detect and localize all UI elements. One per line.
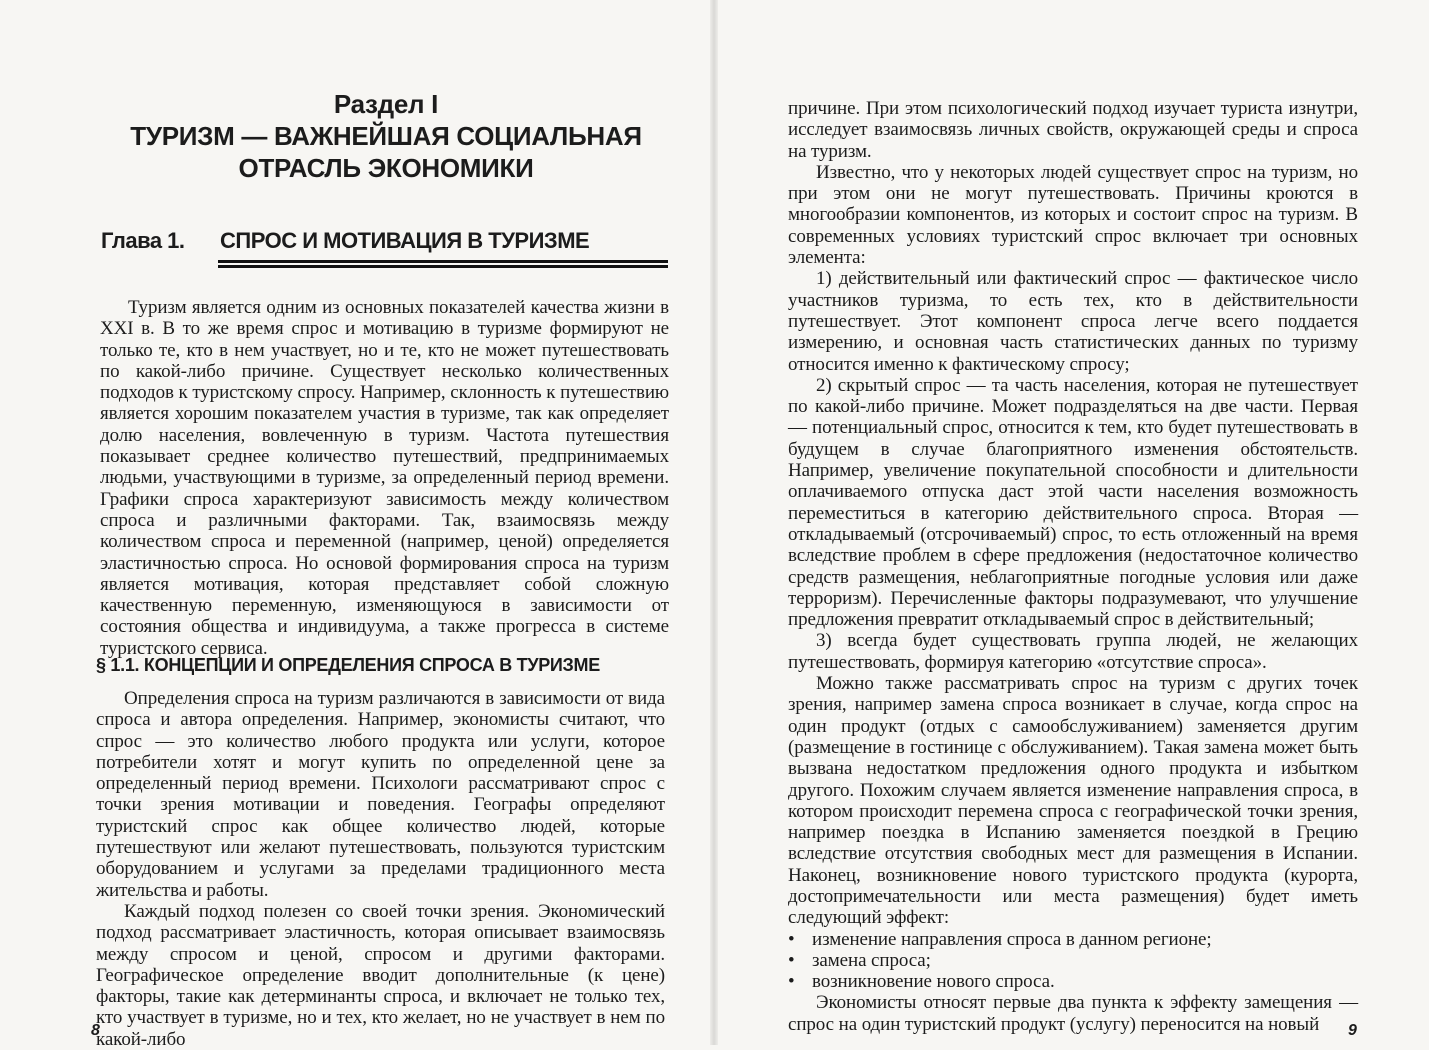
bullet-text: замена спроса; xyxy=(812,949,931,971)
intro-text xyxy=(100,297,669,659)
subsection-heading: § 1.1. КОНЦЕПЦИИ И ОПРЕДЕЛЕНИЯ СПРОСА В ТУРИЗМЕ xyxy=(96,655,600,675)
section-heading xyxy=(96,88,676,184)
list-item-1: 1) действительный или фактический спрос — фактическое число участников туризма, то есть тех, кто в действительности путешествует. Этот компонент спроса легче всего поддается измерению, и основная часть статистических данных по туризму относится именно к фактическому спросу; xyxy=(788,268,1358,375)
section-title-line-1: ТУРИЗМ — ВАЖНЕЙШАЯ СОЦИАЛЬНАЯ xyxy=(130,121,642,151)
page-number-left: 8 xyxy=(91,1022,100,1039)
intro-paragraph: Туризм является одним из основных показателей качества жизни в XXI в. В то же время спрос и мотивацию в туризме формируют не только те, кто в нем участвует, но и те, кто не может путешествовать по какой-либо причине. Существует несколько количественных подходов к туристскому спросу. Например, склонность к путешествию является хорошим показателем участия в туризме, так как определяет долю населения, вовлеченную в туризм. Частота путешествия показывает среднее количество путешествий, предпринимаемых людьми, участвующими в туризме, за определенный период времени. Графики спроса характеризуют зависимость между количеством спроса и различными факторами. Так, взаимосвязь между количеством спроса и переменной (например, ценой) определяется эластичностью спроса. Но основой формирования спроса на туризм является мотивация, которая представляет собой сложную качественную переменную, изменяющуюся в зависимости от состояния общества и индивидуума, а также прогресса в системе туристского сервиса. xyxy=(100,297,669,659)
chapter-title: СПРОС И МОТИВАЦИЯ В ТУРИЗМЕ xyxy=(220,228,590,253)
paragraph: Определения спроса на туризм различаются в зависимости от вида спроса и автора определения. Например, экономисты считают, что спрос — это количество любого продукта или услуги, которое потребители хотят и могут купить по определенной цене за определенный период времени. Психологи рассматривают спрос с точки зрения мотивации и поведения. Географы определяют туристский спрос как общее количество людей, которые путешествуют или желают путешествовать, пользуются туристским оборудованием и услугами за пределами традиционного места жительства и работы. xyxy=(96,688,665,901)
bullet-item xyxy=(788,929,1358,950)
paragraph: причине. При этом психологический подход изучает туриста изнутри, исследует взаимосвязь личных свойств, окружающей среды и спроса на туризм. xyxy=(788,98,1358,162)
paragraph: Известно, что у некоторых людей существует спрос на туризм, но при этом они не могут путешествовать. Причины кроются в многообразии компонентов, из которых и состоит спрос на туризм. В современных условиях туристский спрос включает три основных элемента: xyxy=(788,161,1358,269)
left-body-text xyxy=(96,688,665,1050)
paragraph: Каждый подход полезен со своей точки зрения. Экономический подход рассматривает эластичность, которая описывает взаимосвязь между спросом и ценой, спросом и другими факторами. Географическое определение вводит дополнительные (к цене) факторы, такие как детерминанты спроса, и включает не только тех, кто участвует в туризме, но и тех, кто желает, но не участвует в нем по какой-либо xyxy=(96,900,665,1050)
page-number-right: 9 xyxy=(1348,1022,1357,1039)
right-body-text xyxy=(788,98,1358,1035)
left-page xyxy=(0,0,714,1050)
bullet-text: возникновение нового спроса. xyxy=(812,971,1055,993)
chapter-rule-thin xyxy=(218,266,668,268)
paragraph: Можно также рассматривать спрос на туризм с других точек зрения, например замена спроса возникает в случае, когда спрос на один продукт (отдых с самообслуживанием) заменяется другим (размещение в гостинице с обслуживанием). Такая замена может быть вызвана недостатком предложения одного продукта и избытком другого. Похожим случаем является изменение направления спроса, в котором происходит перемена спроса с географической точки зрения, например поездка в Испанию заменяется поездкой в Грецию вследствие отсутствия свободных мест для размещения в Испании. Наконец, возникновение нового туристского продукта (курорта, достопримечательности или места размещения) будет иметь следующий эффект: xyxy=(788,673,1358,929)
paragraph: Экономисты относят первые два пункта к эффекту замещения — спрос на один туристский продукт (услугу) переносится на новый xyxy=(788,992,1358,1035)
bullet-icon: • xyxy=(788,971,795,993)
bullet-list xyxy=(788,929,1358,993)
section-label: Раздел I xyxy=(333,89,439,119)
list-item-3: 3) всегда будет существовать группа людей, не желающих путешествовать, формируя категорию «отсутствие спроса». xyxy=(788,630,1358,673)
chapter-number: Глава 1. xyxy=(101,228,185,253)
bullet-text: изменение направления спроса в данном регионе; xyxy=(812,928,1212,950)
bullet-icon: • xyxy=(788,949,795,971)
list-item-2: 2) скрытый спрос — та часть населения, которая не путешествует по какой-либо причине. Может подразделяться на две части. Первая — потенциальный спрос, относится к тем, кто будет путешествовать в будущем в случае благоприятного изменения обстоятельств. Например, увеличение покупательной способности и длительности оплачиваемого отпуска даст этой части населения возможность переместиться в категорию действительного спроса. Вторая — откладываемый (отсрочиваемый) спрос, то есть отложенный на время вследствие проблем в сфере предложения (недостаточное количество средств размещения, неблагоприятные погодные условия или даже терроризм). Перечисленные факторы подразумевают, что улучшение предложения превратит откладываемый спрос в действительный; xyxy=(788,374,1358,631)
bullet-item xyxy=(788,950,1358,971)
bullet-icon: • xyxy=(788,928,795,950)
section-title-line-2: ОТРАСЛЬ ЭКОНОМИКИ xyxy=(238,153,534,183)
bullet-item xyxy=(788,971,1358,992)
